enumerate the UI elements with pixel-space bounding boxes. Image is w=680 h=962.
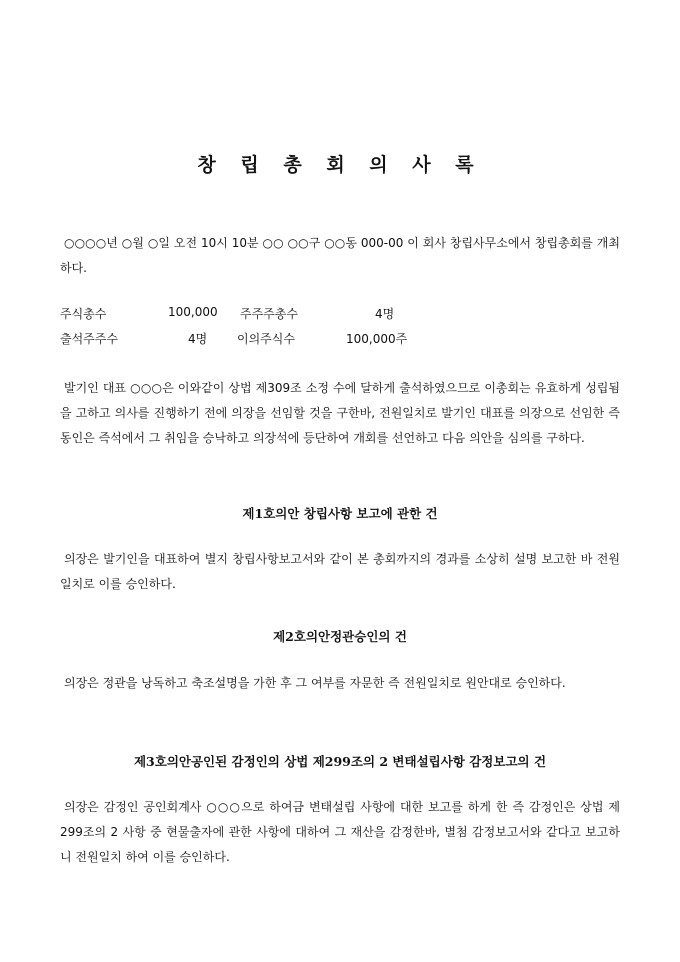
agenda-2-body: 의장은 정관을 낭독하고 축조설명을 가한 후 그 여부를 자문한 즉 전원일치로 원안대로 승인하다. [64, 676, 566, 690]
agenda-1-heading: 제1호의안 창립사항 보고에 관한 건 [242, 506, 438, 521]
voting-shares-label: 이의주식수 [237, 332, 295, 346]
total-shares-label: 주식총수 [60, 307, 107, 321]
total-holders-label: 주주주총수 [240, 307, 298, 321]
attending-holders-value: 4명 [188, 332, 208, 346]
voting-shares-value: 100,000주 [346, 332, 408, 346]
attending-holders-label: 출석주주수 [60, 332, 118, 346]
opening-paragraph: 발기인 대표 ○○○은 이와같이 상법 제309조 소정 수에 달하게 출석하였으므로 이총회는 유효하게 성립됨을 고하고 의사를 진행하기 전에 의장을 선임할 것을 구한바, 전원일치로 발기인 대표를 의장으로 선임한 즉 동인은 즉석에서 그 취임을 승낙하고 의장석에 등단하여 개회를 선언하고 다음 의안을 심의를 구하다. [60, 381, 620, 445]
agenda-2-heading: 제2호의안정관승인의 건 [273, 629, 407, 644]
intro-paragraph: ○○○○년 ○월 ○일 오전 10시 10분 ○○ ○○구 ○○동 000-00 이 회사 창립사무소에서 창립총회를 개최하다. [60, 236, 620, 275]
agenda-3-body: 의장은 감정인 공인회계사 ○○○으로 하여금 변태설립 사항에 대한 보고를 하게 한 즉 감정인은 상법 제299조의 2 사항 중 현물출자에 관한 사항에 대하여 그 재산을 감정한바, 별첨 감정보고서와 같다고 보고하니 전원일치 하여 이를 승인하다. [60, 800, 620, 864]
agenda-1-body: 의장은 발기인을 대표하여 별지 창립사항보고서와 같이 본 총회까지의 경과를 소상히 설명 보고한 바 전원일치로 이를 승인하다. [60, 552, 620, 591]
agenda-3-heading: 제3호의안공인된 감정인의 상법 제299조의 2 변태설립사항 감정보고의 건 [133, 754, 547, 769]
total-holders-value: 4명 [375, 307, 395, 321]
total-shares-value: 100,000 [168, 305, 218, 319]
page-title: 창 립 총 회 의 사 록 [197, 154, 483, 176]
